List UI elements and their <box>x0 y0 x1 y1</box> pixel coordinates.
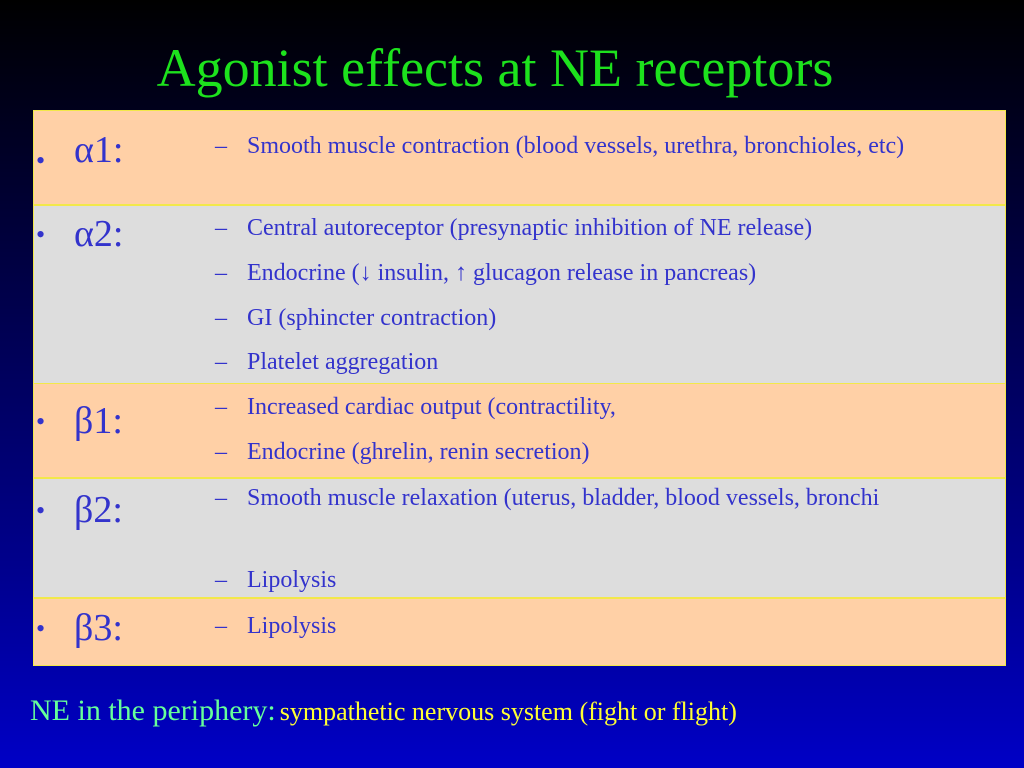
bullet: • <box>36 407 46 436</box>
slide-title: Agonist effects at NE receptors <box>156 38 834 98</box>
bullet: • <box>36 496 46 525</box>
bullet: • <box>36 614 46 643</box>
receptor-label: β2: <box>74 489 123 531</box>
effect-text: GI (sphincter contraction) <box>247 305 497 331</box>
effect-text: Increased cardiac output (contractility, <box>247 394 616 420</box>
effect-text: Lipolysis <box>247 567 337 593</box>
dash: – <box>215 260 227 286</box>
receptor-label: β3: <box>74 607 123 649</box>
dash: – <box>215 567 227 593</box>
effect-item <box>215 389 997 426</box>
effect-item <box>215 210 997 247</box>
effect-text: Lipolysis <box>247 613 337 639</box>
dash: – <box>215 394 227 420</box>
effect-text: Smooth muscle relaxation (uterus, bladder, blood vessels, bronchi <box>247 485 880 511</box>
dash: – <box>215 215 227 241</box>
effect-text: Endocrine (ghrelin, renin secretion) <box>247 439 590 465</box>
effect-item <box>215 434 997 471</box>
dash: – <box>215 485 227 511</box>
dash: – <box>215 349 227 375</box>
receptor-label: α2: <box>74 213 124 255</box>
effect-item <box>215 608 997 645</box>
dash: – <box>215 305 227 331</box>
bullet: • <box>36 220 46 249</box>
effect-text: Endocrine (↓ insulin, ↑ glucagon release in pancreas) <box>247 260 757 286</box>
effect-item <box>215 480 977 517</box>
bullet: • <box>36 146 46 175</box>
footer-lead: NE in the periphery: <box>30 694 276 727</box>
footer-rest: sympathetic nervous system (fight or flight) <box>279 697 737 726</box>
effect-item <box>215 128 947 165</box>
receptor-label: β1: <box>74 400 123 442</box>
effect-item <box>215 344 997 381</box>
receptor-label: α1: <box>74 129 124 171</box>
dash: – <box>215 613 227 639</box>
effect-item <box>215 562 997 599</box>
dash: – <box>215 439 227 465</box>
effect-text: Central autoreceptor (presynaptic inhibition of NE release) <box>247 215 813 241</box>
effect-text: Smooth muscle contraction (blood vessels, urethra, bronchioles, etc) <box>247 133 905 159</box>
effect-item <box>215 300 997 337</box>
effect-text: Platelet aggregation <box>247 349 439 375</box>
footer-note <box>30 694 737 728</box>
effect-item <box>215 255 997 292</box>
dash: – <box>215 133 227 159</box>
